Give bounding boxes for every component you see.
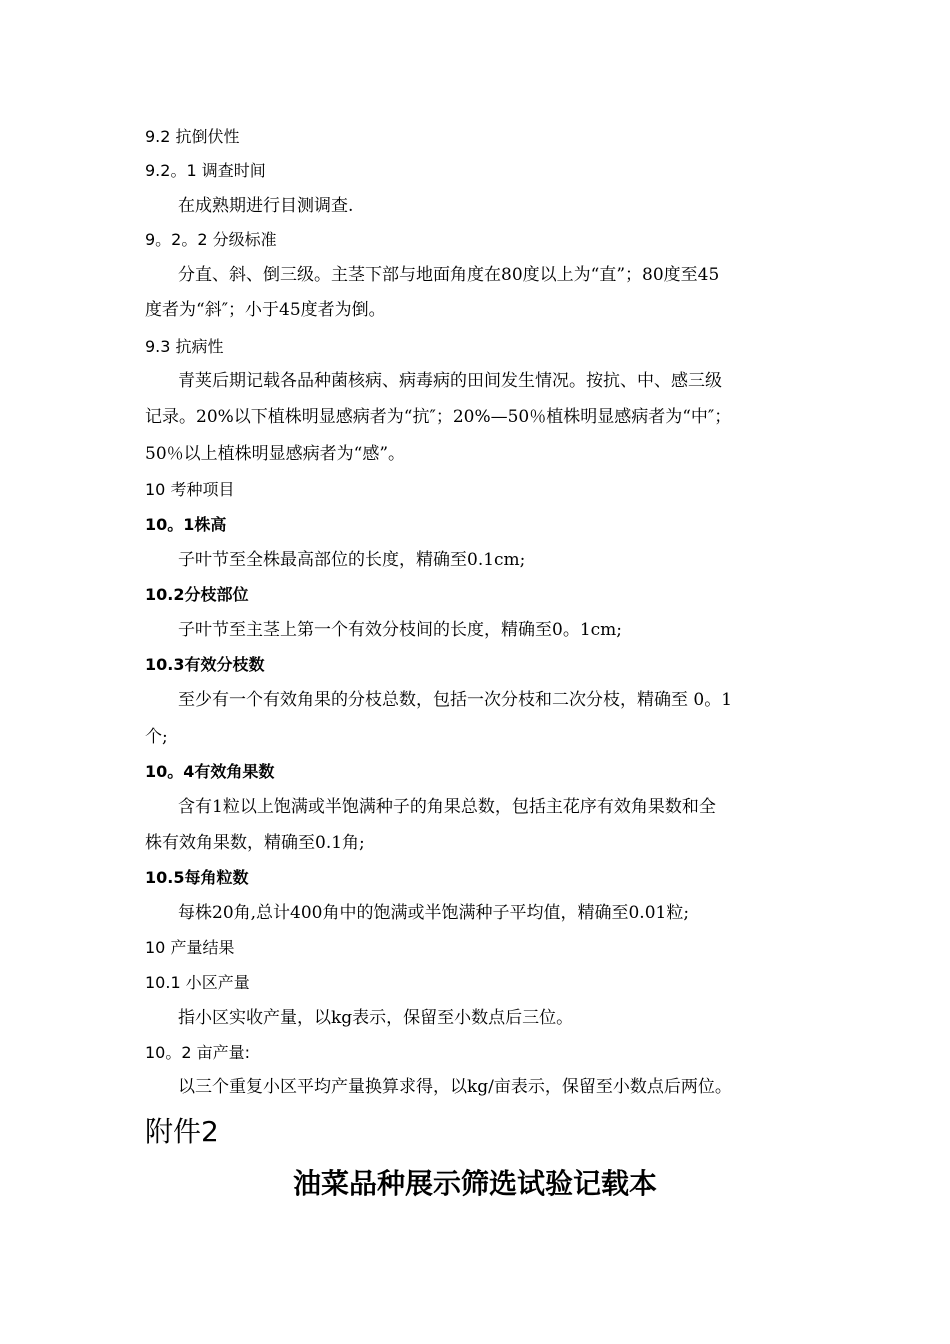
section-heading: 10 考种项目 xyxy=(145,480,235,499)
body-text: 每株20角,总计400角中的饱满或半饱满种子平均值，精确至0.01粒; xyxy=(178,903,690,923)
body-text: 在成熟期进行目测调查. xyxy=(178,196,354,216)
body-text: 子叶节至主茎上第一个有效分枝间的长度，精确至0。1cm; xyxy=(178,620,622,640)
subsection-heading: 9。2。2 分级标准 xyxy=(145,230,277,249)
body-text: 子叶节至全株最高部位的长度，精确至0.1cm; xyxy=(178,550,526,570)
attachment-label: 附件2 xyxy=(145,1115,219,1148)
body-text: 记录。20%以下植株明显感病者为“抗″；20%—50％植株明显感病者为“中″； xyxy=(145,407,732,427)
section-heading: 9.2 抗倒伏性 xyxy=(145,127,240,146)
body-text: 指小区实收产量，以kg表示，保留至小数点后三位。 xyxy=(178,1008,574,1028)
body-text: 以三个重复小区平均产量换算求得，以kg/亩表示，保留至小数点后两位。 xyxy=(178,1077,732,1097)
section-heading: 10 产量结果 xyxy=(145,938,235,957)
document-title: 油菜品种展示筛选试验记载本 xyxy=(292,1167,657,1200)
item-heading: 10。4有效角果数 xyxy=(145,762,275,781)
item-heading: 10.5每角粒数 xyxy=(145,868,249,887)
item-heading: 10。1株高 xyxy=(145,515,227,534)
body-text: 分直、斜、倒三级。主茎下部与地面角度在80度以上为“直”；80度至45 xyxy=(178,265,720,285)
body-text: 至少有一个有效角果的分枝总数，包括一次分枝和二次分枝，精确至 0。1 xyxy=(178,690,733,710)
subsection-heading: 9.2。1 调查时间 xyxy=(145,161,266,180)
body-text: 含有1粒以上饱满或半饱满种子的角果总数，包括主花序有效角果数和全 xyxy=(178,797,716,817)
item-heading: 10.2分枝部位 xyxy=(145,585,249,604)
body-text: 50％以上植株明显感病者为“感”。 xyxy=(145,444,406,464)
subsection-heading: 10。2 亩产量: xyxy=(145,1043,251,1062)
subsection-heading: 10.1 小区产量 xyxy=(145,973,250,992)
section-heading: 9.3 抗病性 xyxy=(145,337,224,356)
item-heading: 10.3有效分枝数 xyxy=(145,655,265,674)
body-text: 度者为“斜″；小于45度者为倒。 xyxy=(145,300,386,320)
body-text: 个; xyxy=(145,727,168,747)
body-text: 青荚后期记载各品种菌核病、病毒病的田间发生情况。按抗、中、感三级 xyxy=(178,371,722,391)
body-text: 株有效角果数，精确至0.1角; xyxy=(145,833,365,853)
